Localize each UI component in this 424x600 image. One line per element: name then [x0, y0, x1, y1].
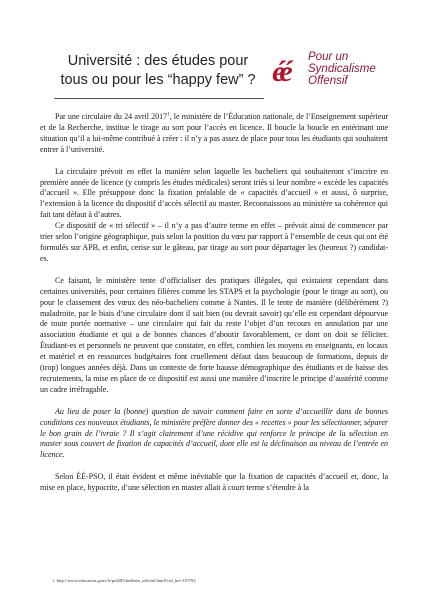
page-title: [44, 52, 272, 90]
paragraph-5: Au lieu de poser la (bonne) question de savoir comment faire en sorte d’accueillir dans de bonnes conditions ces nouveaux étudiants, le ministère préfère donner des « recettes » pour les sélectionner, séparer le bon grain de l’ivraie ? Il s’agit clairement d’une récidive qui renforce le principe de la sélection en master sous couvert de fixation de capacités d’accueil, dont elle est la déclinaison au niveau de l’entrée en licence.: [40, 406, 388, 460]
paragraph-1: [40, 112, 388, 156]
logo-text: [308, 51, 392, 87]
paragraph-6: Selon ÉÉ-PSO, il était évident et même inévitable que la fixation de capacités d’accueil et, donc, la mise en place, hypocrite, d’une sélection en master allait à court terme s’étendre à la: [40, 472, 388, 493]
paragraph-1-end: , le ministère de l’Éducation nationale, de l’Enseignement supérieur et de la Recherche, institue le tirage au sort pour l’accès en licence. Il boucle la boucle en entérinant une situation qu’il a lui-même contribué à créer : il n’y a pas assez de place pour tous les étudiants qui souhaitent entrer à l’université.: [40, 112, 388, 154]
title-line-1: Université : des études pour: [67, 53, 249, 69]
logo-line-3: Offensif: [308, 75, 348, 87]
footnote-ref[interactable]: 1: [167, 112, 170, 118]
logo-mark-icon: éé: [272, 55, 287, 88]
footnote: 1. http://www.education.gouv.fr/pid285/bulletin_officiel.html?cid_bo=115792: [52, 578, 196, 583]
paragraph-2: La circulaire prévoit en effet la manière selon laquelle les bacheliers qui souhaiteront s’inscrire en première année de licence (y compris les études médicales) seront triés si leur nombre « excède les capacités d’accueil ». Elle présuppose donc la fixation préalable de « capacités d’accueil » et aussi, ô surprise, l’extension à la licence du dispositif d’accès sélectif au master. Reconnaissons au ministère sa cohérence qui fait tant défaut à d’autres.: [40, 166, 388, 220]
logo: [272, 48, 392, 98]
logo-line-1: Pour un: [308, 51, 349, 63]
paragraph-4: Ce faisant, le ministère tente d’officialiser des pratiques illégales, qui existaient cependant dans certaines universités, pour certaines filières comme les STAPS et la psychologie (pour le tirage au sort), ou pour le classement des vœux des néo-bacheliers comme à Nantes. Il le tente de manière (délibérément ?) maladroite, par le biais d’une circulaire dont il sait bien (ou devrait savoir) qu’elle est cependant dépourvue de toute portée normative – une circulaire qui fait du reste l’objet d’un recours en annulation par une association étudiante et qui a de bonnes chances d’aboutir favorablement, ce dont on doit se féliciter. Étudiant-es et personnels ne peuvent que constater, en effet, combien les moyens en enseignants, en locaux et matériel et en ressources budgétaires font cruellement défaut dans beaucoup de formations, depuis de (trop) longues années déjà. Dans un contexte de forte hausse démographique des étudiants et de baisse des recrutements, la mise en place de ce dispositif est aussi une manière d’inscrire le principe d’austérité comme un cadre irréfragable.: [40, 275, 388, 394]
title-underline: [54, 98, 264, 99]
logo-line-2: Syndicalisme: [308, 63, 376, 75]
paragraph-3: Ce dispositif de « tri sélectif » – il n’y a pas d’autre terme en effet – prévoit ainsi de commencer par trier selon l’origine géographique, puis selon la position du vœu par rapport à l’ensemble de ceux qui ont été formulés sur APB, et enfin, cerise sur le gâteau, par tirage au sort pour départager les (heureux ?) candidat-es.: [40, 221, 388, 263]
article-body: [40, 112, 388, 494]
title-line-2: tous ou pour les “happy few” ?: [60, 72, 256, 88]
paragraph-1-start: Par une circulaire du 24 avril 2017: [55, 112, 168, 121]
